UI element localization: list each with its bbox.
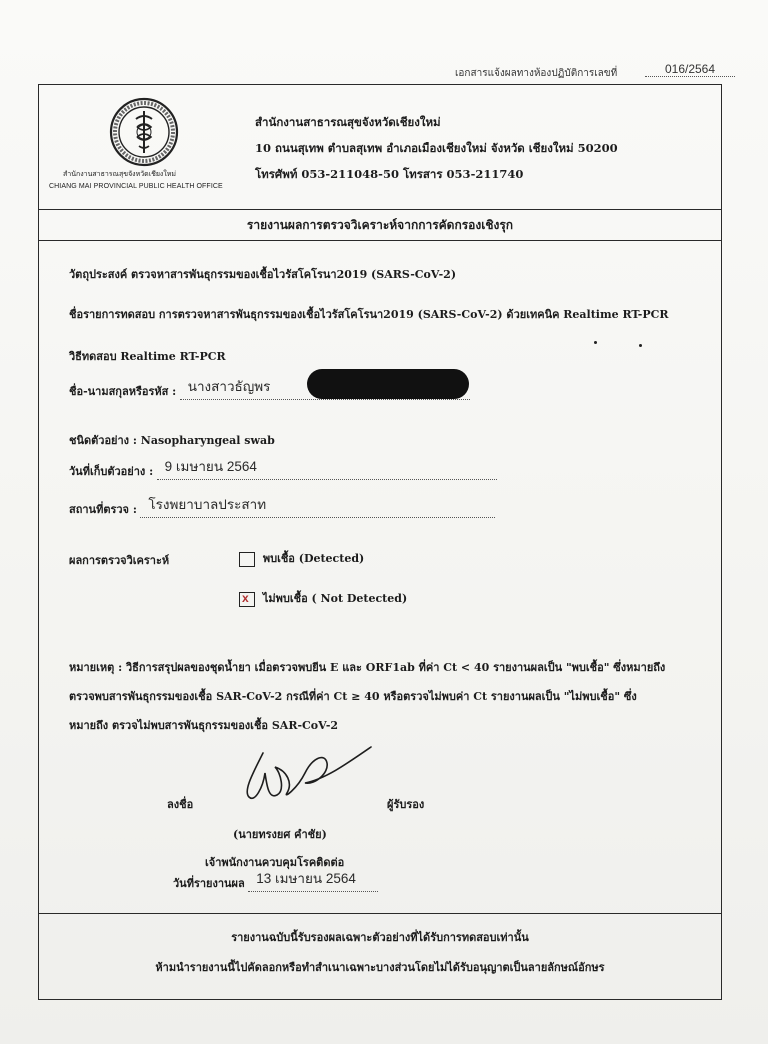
method-line: วิธีทดสอบ Realtime RT-PCR xyxy=(69,350,226,363)
certifier-label: ผู้รับรอง xyxy=(387,798,425,811)
sign-label: ลงชื่อ xyxy=(167,798,194,811)
test-name-line: ชื่อรายการทดสอบ การตรวจหาสารพันธุกรรมของเชื้อไวรัสโคโรนา2019 (SARS-CoV-2) ด้วยเทคนิค Realtime RT-PCR xyxy=(69,308,669,321)
document-reference-number: 016/2564 xyxy=(645,62,735,77)
handwritten-signature-icon xyxy=(235,743,385,813)
checkbox-x-mark: x xyxy=(242,590,249,605)
detected-option xyxy=(239,549,364,567)
title-divider xyxy=(39,240,721,241)
office-info xyxy=(255,109,618,187)
footer-line-2: ห้ามนำรายงานนี้ไปคัดลอกหรือทำสำเนาเฉพาะบางส่วนโดยไม่ได้รับอนุญาตเป็นลายลักษณ์อักษร xyxy=(155,961,605,974)
document-reference-label: เอกสารแจ้งผลทางห้องปฏิบัติการเลขที่ xyxy=(455,68,618,79)
ministry-seal-icon xyxy=(109,97,179,167)
remark-line-2: ตรวจพบสารพันธุกรรมของเชื้อ SAR-CoV-2 กรณีที่ค่า Ct ≥ 40 หรือตรวจไม่พบค่า Ct รายงานผลเป็น "ไม่พบเชื้อ" ซึ่ง xyxy=(69,690,637,703)
speck xyxy=(639,344,642,347)
not-detected-label: ไม่พบเชื้อ ( Not Detected) xyxy=(262,592,408,605)
report-date-row xyxy=(173,873,378,892)
logo-english-text: CHIANG MAI PROVINCIAL PUBLIC HEALTH OFFICE xyxy=(49,183,223,190)
signer-position: เจ้าพนักงานควบคุมโรคติดต่อ xyxy=(205,856,345,869)
remark-block xyxy=(69,653,709,740)
purpose-line: วัตถุประสงค์ ตรวจหาสารพันธุกรรมของเชื้อไวรัสโคโรนา2019 (SARS-CoV-2) xyxy=(69,268,457,281)
name-value: นางสาวธัญพร xyxy=(187,379,271,394)
footer-line-1: รายงานฉบับนี้รับรองผลเฉพาะตัวอย่างที่ได้รับการทดสอบเท่านั้น xyxy=(231,931,529,944)
collect-date-label: วันที่เก็บตัวอย่าง : xyxy=(69,465,154,478)
collect-date-field xyxy=(157,461,497,480)
place-value: โรงพยาบาลประสาท xyxy=(148,497,267,512)
office-logo-block xyxy=(43,93,253,203)
place-field xyxy=(140,499,495,518)
not-detected-option xyxy=(239,589,407,607)
office-address: 10 ถนนสุเทพ ตำบลสุเทพ อำเภอเมืองเชียงใหม่ จังหวัด เชียงใหม่ 50200 xyxy=(255,141,618,155)
footer-notice xyxy=(39,923,721,983)
signer-name: (นายทรงยศ คำชัย) xyxy=(233,828,327,841)
document-reference xyxy=(455,62,740,80)
office-name: สำนักงานสาธารณสุขจังหวัดเชียงใหม่ xyxy=(255,115,441,129)
redaction-bar xyxy=(307,369,469,399)
name-label: ชื่อ-นามสกุลหรือรหัส : xyxy=(69,385,177,398)
place-row xyxy=(69,499,495,518)
office-phone: โทรศัพท์ 053-211048-50 โทรสาร 053-211740 xyxy=(255,167,524,181)
speck xyxy=(594,341,597,344)
header-divider xyxy=(39,209,721,210)
signature-block xyxy=(39,745,721,895)
footer-divider xyxy=(39,913,721,914)
logo-thai-text: สำนักงานสาธารณสุขจังหวัดเชียงใหม่ xyxy=(63,170,176,178)
detected-label: พบเชื้อ (Detected) xyxy=(262,552,365,565)
remark-line-3: หมายถึง ตรวจไม่พบสารพันธุกรรมของเชื้อ SAR-CoV-2 xyxy=(69,719,339,732)
report-date-value: 13 เมษายน 2564 xyxy=(256,871,356,886)
report-frame xyxy=(38,84,722,1000)
detected-checkbox xyxy=(239,552,255,567)
collect-date-row xyxy=(69,461,497,480)
report-date-field xyxy=(248,873,378,892)
not-detected-checkbox xyxy=(239,592,255,607)
remark-line-1: หมายเหตุ : วิธีการสรุปผลของชุดน้ำยา เมื่อตรวจพบยีน E และ ORF1ab ที่ค่า Ct < 40 รายงานผลเป็น "พบเชื้อ" ซึ่งหมายถึง xyxy=(69,661,666,674)
result-label: ผลการตรวจวิเคราะห์ xyxy=(69,554,170,567)
place-label: สถานที่ตรวจ : xyxy=(69,503,137,516)
specimen-line: ชนิดตัวอย่าง : Nasopharyngeal swab xyxy=(69,434,275,447)
collect-date-value: 9 เมษายน 2564 xyxy=(164,459,257,474)
report-title: รายงานผลการตรวจวิเคราะห์จากการคัดกรองเชิงรุก xyxy=(246,218,514,232)
report-date-label: วันที่รายงานผล xyxy=(173,877,245,890)
